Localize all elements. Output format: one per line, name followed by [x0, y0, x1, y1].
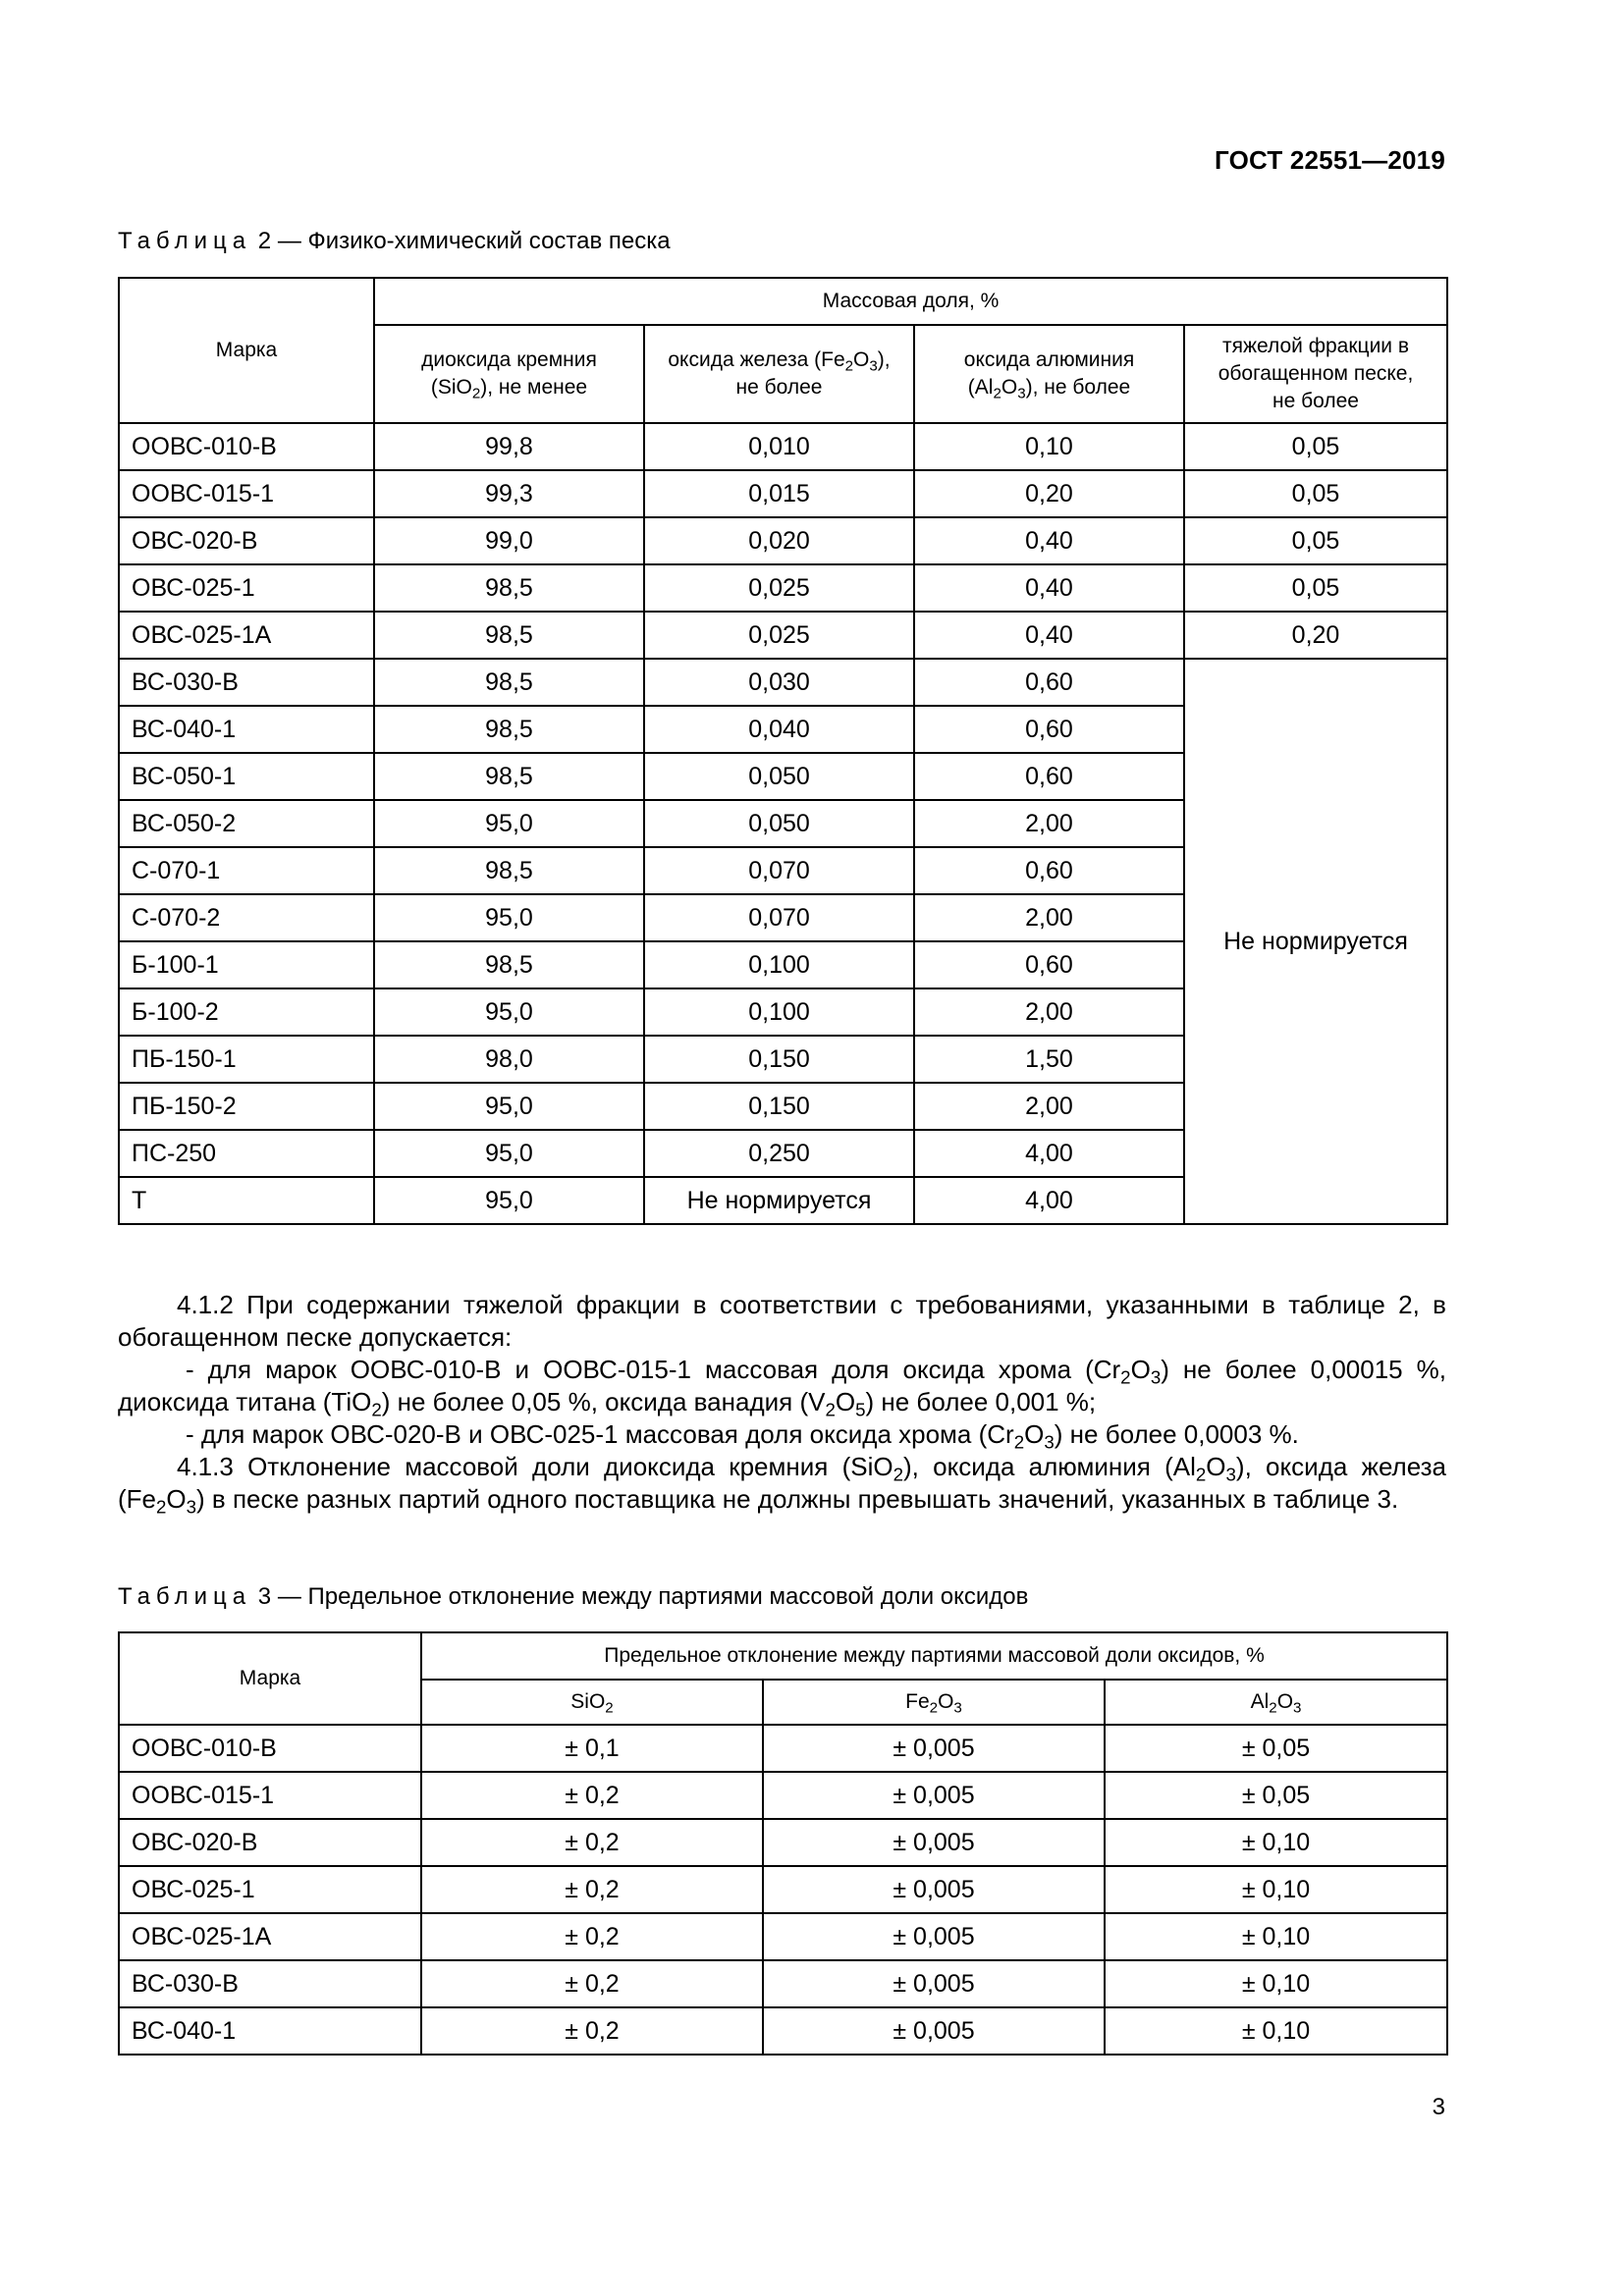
table3-header-sio2: SiO$_2$: [421, 1680, 763, 1725]
heavy-fraction-cell: 0,05: [1184, 423, 1447, 470]
sio2-cell: 95,0: [374, 988, 644, 1036]
fe2o3-cell: 0,250: [644, 1130, 914, 1177]
sio2-cell: 95,0: [374, 1130, 644, 1177]
al2o3-cell: ± 0,10: [1105, 1819, 1447, 1866]
mark-cell: ОВС-025-1А: [119, 1913, 421, 1960]
sio2-cell: 99,8: [374, 423, 644, 470]
table-row: [119, 1866, 1447, 1913]
sio2-cell: 98,5: [374, 612, 644, 659]
sio2-cell: 99,3: [374, 470, 644, 517]
table2-header-al2o3: оксида алюминия $(Al_2O_3)$, не более: [914, 325, 1184, 423]
fe2o3-cell: 0,020: [644, 517, 914, 564]
al2o3-cell: 0,40: [914, 564, 1184, 612]
mark-cell: ВС-040-1: [119, 706, 374, 753]
al2o3-cell: 0,60: [914, 753, 1184, 800]
mark-cell: ПС-250: [119, 1130, 374, 1177]
sio2-cell: 98,5: [374, 753, 644, 800]
table-row: [119, 1772, 1447, 1819]
heavy-fraction-cell: 0,05: [1184, 564, 1447, 612]
not-normalized-cell: Не нормируется: [1184, 659, 1447, 1224]
table2-body: [119, 423, 1447, 1224]
paragraph-4-1-2: 4.1.2 При содержании тяжелой фракции в соответствии с требованиями, указанными в таблице 2, в обогащенном песке допускается:: [118, 1290, 1446, 1352]
table3-caption: [118, 1583, 1028, 1611]
fe2o3-cell: Не нормируется: [644, 1177, 914, 1224]
table3-caption-title: — Предельное отклонение между партиями массовой доли оксидов: [277, 1583, 1029, 1610]
al2o3-cell: ± 0,10: [1105, 2007, 1447, 2055]
table-row: [119, 1913, 1447, 1960]
al2o3-cell: 2,00: [914, 1083, 1184, 1130]
al2o3-cell: ± 0,10: [1105, 1866, 1447, 1913]
fe2o3-cell: 0,100: [644, 941, 914, 988]
al2o3-cell: 2,00: [914, 894, 1184, 941]
mark-cell: ПБ-150-1: [119, 1036, 374, 1083]
mark-cell: ОВС-025-1: [119, 1866, 421, 1913]
table-row: [119, 1960, 1447, 2007]
table-row: [119, 470, 1447, 517]
table2-header-sio2: диоксида кремния (SiO$_2$), не менее: [374, 325, 644, 423]
mark-cell: Б-100-1: [119, 941, 374, 988]
paragraph-4-1-3: 4.1.3 Отклонение массовой доли диоксида кремния (SiO$_2$), оксида алюминия $(Al_2O_3)$, оксида железа $(Fe_2O_3)$ в песке разных партий одного поставщика не должны превышать значений, указанных в таблице 3.: [118, 1452, 1446, 1518]
page-number: 3: [1432, 2094, 1445, 2120]
table-row: [119, 423, 1447, 470]
table2-caption-title: — Физико-химический состав песка: [277, 228, 671, 254]
sio2-cell: ± 0,2: [421, 1866, 763, 1913]
fe2o3-cell: 0,070: [644, 847, 914, 894]
mark-cell: Б-100-2: [119, 988, 374, 1036]
al2o3-cell: 4,00: [914, 1130, 1184, 1177]
mark-cell: ВС-030-В: [119, 1960, 421, 2007]
mark-cell: ООВС-010-В: [119, 423, 374, 470]
al2o3-cell: 0,60: [914, 941, 1184, 988]
table3-header-fe2o3: $Fe_2O_3$: [763, 1680, 1105, 1725]
sio2-cell: 95,0: [374, 894, 644, 941]
sio2-cell: 98,5: [374, 847, 644, 894]
fe2o3-cell: ± 0,005: [763, 1772, 1105, 1819]
table2-caption-number: 2: [257, 228, 272, 254]
mark-cell: ОВС-020-В: [119, 1819, 421, 1866]
paragraph-dash-2: - для марок ОВС-020-В и ОВС-025-1 массовая доля оксида хрома $(Cr_2O_3)$ не более 0,0003 %.: [186, 1419, 1299, 1453]
table2: [118, 277, 1448, 1225]
fe2o3-cell: ± 0,005: [763, 1866, 1105, 1913]
fe2o3-cell: 0,040: [644, 706, 914, 753]
table-row: [119, 2007, 1447, 2055]
al2o3-cell: 1,50: [914, 1036, 1184, 1083]
mark-cell: ООВС-010-В: [119, 1725, 421, 1772]
table3-caption-number: 3: [257, 1583, 272, 1610]
mark-cell: ОВС-020-В: [119, 517, 374, 564]
table-row: [119, 517, 1447, 564]
al2o3-cell: 2,00: [914, 988, 1184, 1036]
al2o3-cell: 4,00: [914, 1177, 1184, 1224]
fe2o3-cell: 0,100: [644, 988, 914, 1036]
mark-cell: ОВС-025-1: [119, 564, 374, 612]
sio2-cell: 98,5: [374, 706, 644, 753]
fe2o3-cell: 0,150: [644, 1036, 914, 1083]
sio2-cell: 99,0: [374, 517, 644, 564]
al2o3-cell: 0,10: [914, 423, 1184, 470]
al2o3-cell: ± 0,10: [1105, 1960, 1447, 2007]
table3: [118, 1631, 1448, 2056]
table3-body: [119, 1725, 1447, 2055]
sio2-cell: ± 0,2: [421, 1913, 763, 1960]
al2o3-cell: ± 0,05: [1105, 1772, 1447, 1819]
table-row: [119, 1725, 1447, 1772]
fe2o3-cell: ± 0,005: [763, 1819, 1105, 1866]
table3-header-mark: Марка: [119, 1632, 421, 1725]
sio2-cell: ± 0,2: [421, 1960, 763, 2007]
heavy-fraction-cell: 0,20: [1184, 612, 1447, 659]
mark-cell: С-070-2: [119, 894, 374, 941]
sio2-cell: ± 0,2: [421, 1819, 763, 1866]
mark-cell: ВС-050-1: [119, 753, 374, 800]
sio2-cell: 98,5: [374, 659, 644, 706]
table3-caption-word: Таблица: [118, 1583, 252, 1610]
mark-cell: ООВС-015-1: [119, 1772, 421, 1819]
sio2-cell: ± 0,2: [421, 2007, 763, 2055]
al2o3-cell: 0,40: [914, 612, 1184, 659]
table2-caption: [118, 228, 671, 255]
table3-header-group: Предельное отклонение между партиями массовой доли оксидов, %: [421, 1632, 1447, 1680]
fe2o3-cell: 0,050: [644, 800, 914, 847]
table-row: [119, 1819, 1447, 1866]
table2-caption-word: Таблица: [118, 228, 252, 254]
mark-cell: ВС-050-2: [119, 800, 374, 847]
sio2-cell: 98,5: [374, 941, 644, 988]
mark-cell: ПБ-150-2: [119, 1083, 374, 1130]
table-row: [119, 612, 1447, 659]
fe2o3-cell: ± 0,005: [763, 2007, 1105, 2055]
fe2o3-cell: 0,150: [644, 1083, 914, 1130]
fe2o3-cell: 0,015: [644, 470, 914, 517]
al2o3-cell: 0,60: [914, 659, 1184, 706]
al2o3-cell: 0,40: [914, 517, 1184, 564]
table3-header-al2o3: $Al_2O_3$: [1105, 1680, 1447, 1725]
heavy-fraction-cell: 0,05: [1184, 517, 1447, 564]
document-code: ГОСТ 22551—2019: [1215, 145, 1445, 175]
al2o3-cell: 0,20: [914, 470, 1184, 517]
table2-header-mark: Марка: [119, 278, 374, 423]
table-row: [119, 564, 1447, 612]
fe2o3-cell: 0,025: [644, 612, 914, 659]
al2o3-cell: 2,00: [914, 800, 1184, 847]
sio2-cell: 95,0: [374, 1177, 644, 1224]
sio2-cell: ± 0,2: [421, 1772, 763, 1819]
fe2o3-cell: 0,050: [644, 753, 914, 800]
fe2o3-cell: ± 0,005: [763, 1913, 1105, 1960]
mark-cell: ВС-030-В: [119, 659, 374, 706]
table2-header-heavy-fraction: тяжелой фракции в обогащенном песке, не более: [1184, 325, 1447, 423]
body-text: [118, 1289, 1446, 1516]
al2o3-cell: ± 0,10: [1105, 1913, 1447, 1960]
mark-cell: ОВС-025-1А: [119, 612, 374, 659]
fe2o3-cell: ± 0,005: [763, 1725, 1105, 1772]
heavy-fraction-cell: 0,05: [1184, 470, 1447, 517]
sio2-cell: 98,0: [374, 1036, 644, 1083]
al2o3-cell: ± 0,05: [1105, 1725, 1447, 1772]
fe2o3-cell: ± 0,005: [763, 1960, 1105, 2007]
mark-cell: Т: [119, 1177, 374, 1224]
fe2o3-cell: 0,025: [644, 564, 914, 612]
fe2o3-cell: 0,030: [644, 659, 914, 706]
mark-cell: ООВС-015-1: [119, 470, 374, 517]
fe2o3-cell: 0,070: [644, 894, 914, 941]
table2-header-group: Массовая доля, %: [374, 278, 1447, 325]
sio2-cell: ± 0,1: [421, 1725, 763, 1772]
paragraph-dash-1: - для марок ООВС-010-В и ООВС-015-1 массовая доля оксида хрома $(Cr_2O_3)$ не более 0,00015 %, диоксида титана (TiO$_2$) не более 0,05 %, оксида ванадия $(V_2O_5)$ не более 0,001 %;: [118, 1355, 1446, 1420]
fe2o3-cell: 0,010: [644, 423, 914, 470]
sio2-cell: 95,0: [374, 800, 644, 847]
al2o3-cell: 0,60: [914, 847, 1184, 894]
sio2-cell: 95,0: [374, 1083, 644, 1130]
al2o3-cell: 0,60: [914, 706, 1184, 753]
table2-header-fe2o3: оксида железа $(Fe_2O_3)$, не более: [644, 325, 914, 423]
mark-cell: С-070-1: [119, 847, 374, 894]
table-row: [119, 659, 1447, 706]
mark-cell: ВС-040-1: [119, 2007, 421, 2055]
sio2-cell: 98,5: [374, 564, 644, 612]
